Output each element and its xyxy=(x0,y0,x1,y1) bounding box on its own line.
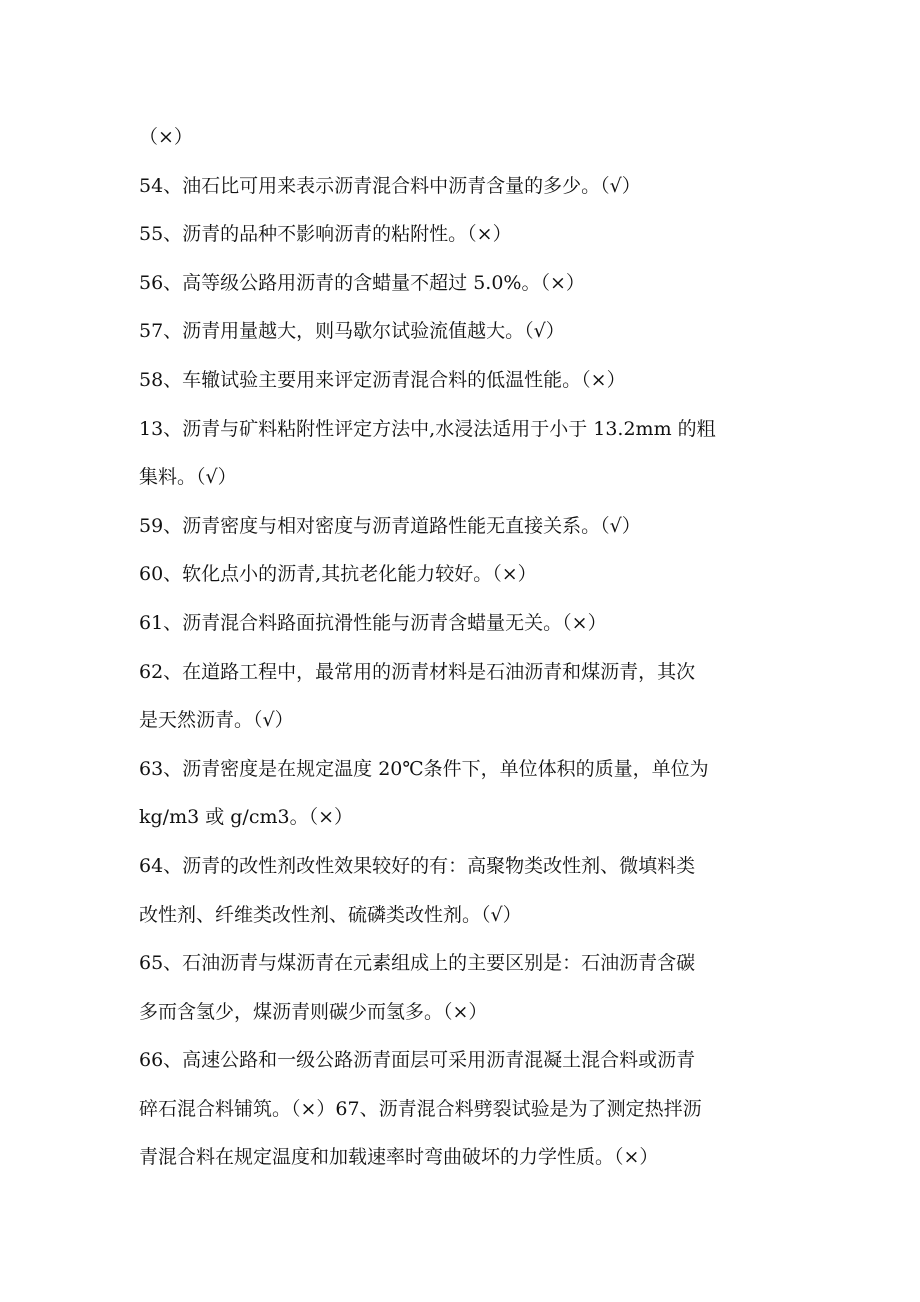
text-line: （×） xyxy=(139,126,193,148)
text-line: 59、沥青密度与相对密度与沥青道路性能无直接关系。（√） xyxy=(139,514,641,537)
text-line: kg/m3 或 g/cm3。（×） xyxy=(139,806,353,829)
text-line: 54、油石比可用来表示沥青混合料中沥青含量的多少。（√） xyxy=(139,174,641,197)
text-line: 58、车辙试验主要用来评定沥青混合料的低温性能。（×） xyxy=(139,368,626,391)
text-line: 64、沥青的改性剂改性效果较好的有：高聚物类改性剂、微填料类 xyxy=(139,854,696,877)
text-line: 是天然沥青。（√） xyxy=(139,709,294,732)
text-line: 13、沥青与矿料粘附性评定方法中,水浸法适用于小于 13.2mm 的粗 xyxy=(139,417,716,440)
text-line: 碎石混合料铺筑。（×）67、沥青混合料劈裂试验是为了测定热拌沥 xyxy=(139,1097,702,1120)
document-body xyxy=(139,113,784,1182)
text-line: 65、石油沥青与煤沥青在元素组成上的主要区别是：石油沥青含碳 xyxy=(139,952,696,975)
text-line: 青混合料在规定温度和加载速率时弯曲破坏的力学性质。（×） xyxy=(139,1146,659,1169)
text-line: 62、在道路工程中，最常用的沥青材料是石油沥青和煤沥青，其次 xyxy=(139,660,696,683)
text-line: 60、软化点小的沥青,其抗老化能力较好。（×） xyxy=(139,563,537,586)
text-line: 集料。（√） xyxy=(139,466,237,489)
text-line: 63、沥青密度是在规定温度 20℃条件下，单位体积的质量，单位为 xyxy=(139,757,709,780)
text-line: 56、高等级公路用沥青的含蜡量不超过 5.0%。（×） xyxy=(139,271,585,294)
text-line: 多而含氢少，煤沥青则碳少而氢多。（×） xyxy=(139,1000,488,1023)
text-line: 61、沥青混合料路面抗滑性能与沥青含蜡量无关。（×） xyxy=(139,611,607,634)
text-line: 改性剂、纤维类改性剂、硫磷类改性剂。（√） xyxy=(139,903,522,926)
text-line: 66、高速公路和一级公路沥青面层可采用沥青混凝土混合料或沥青 xyxy=(139,1049,696,1072)
text-line: 57、沥青用量越大，则马歇尔试验流值越大。（√） xyxy=(139,320,565,343)
text-line: 55、沥青的品种不影响沥青的粘附性。（×） xyxy=(139,223,512,246)
